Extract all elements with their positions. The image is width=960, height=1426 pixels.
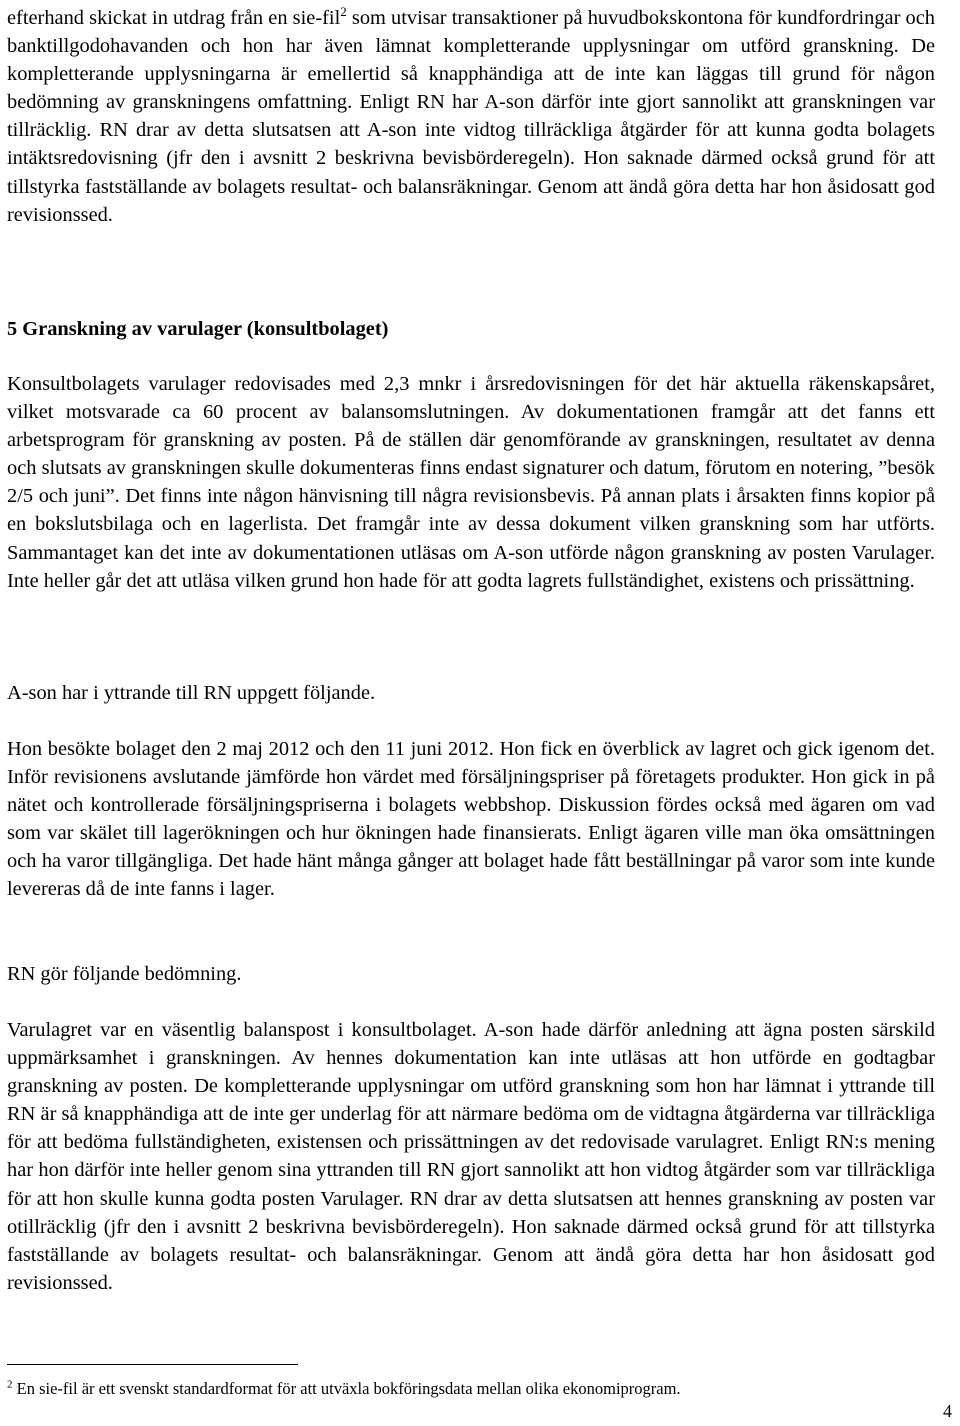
footnote-reference: 2 [340,4,347,20]
paragraph-assessment-intro: RN gör följande bedömning. [7,963,242,985]
intro-paragraph [7,4,935,229]
section-heading: 5 Granskning av varulager (konsultbolaget) [7,318,389,340]
footnote-divider [7,1364,298,1365]
paragraph-assessment: Varulagret var en väsentlig balanspost i konsultbolaget. A-son hade därför anledning att ägna posten särskild uppmärksamhet i granskningen. Av hennes dokumentation kan inte utläsas att hon utförde en godtagbar granskning av posten. De kompletterande upplysningar om utförd granskning som hon har lämnat i yttrande till RN är så knapphändiga att de inte ger underlag för att närmare bedöma om de vidtagna åtgärderna var tillräckliga för att bedöma fullständigheten, existensen och prissättningen av det redovisade varulagret. Enligt RN:s mening har hon därför inte heller genom sina yttranden till RN gjort sannolikt att hon vidtog åtgärder som var tillräckliga för att hon skulle kunna godta posten Varulager. RN drar av detta slutsatsen att hennes granskning av posten var otillräcklig (jfr den i avsnitt 2 beskrivna bevisbörderegeln). Hon saknade därmed också grund för att tillstyrka fastställande av bolagets resultat- och balansräkningar. Genom att ändå göra detta har hon åsidosatt god revisionssed. [7,1019,935,1294]
footnote-marker: 2 [7,1378,13,1391]
footnote [7,1378,935,1400]
paragraph-statement-intro: A-son har i yttrande till RN uppgett följande. [7,682,376,704]
paragraph-statement: Hon besökte bolaget den 2 maj 2012 och den 11 juni 2012. Hon fick en överblick av lagret och gick igenom det. Inför revisionens avslutande jämförde hon värdet med försäljningspriser på företagets produkter. Hon gick in på nätet och kontrollerade försäljningspriserna i bolagets webbshop. Diskussion fördes också med ägaren om vad som var skälet till lagerökningen och hur ökningen hade finansierats. Enligt ägaren ville man öka omsättningen och ha varor tillgängliga. Det hade hänt många gånger att bolaget hade fått beställningar på varor som inte kunde levereras då de inte fanns i lager. [7,738,935,901]
paragraph-inventory-documentation: Konsultbolagets varulager redovisades med 2,3 mnkr i årsredovisningen för det här aktuella räkenskapsåret, vilket motsvarade ca 60 procent av balansomslutningen. Av dokumentationen framgår att det fanns ett arbetsprogram för granskning av posten. På de ställen där genomförande av granskningen, resultatet av denna och slutsats av granskningen skulle dokumenteras finns endast signaturer och datum, förutom en notering, ”besök 2/5 och juni”. Det finns inte någon hänvisning till några revisionsbevis. På annan plats i årsakten finns kopior på en bokslutsbilaga och en lagerlista. Det framgår inte av dessa dokument vilken granskning som har utförts. Sammantaget kan det inte av dokumentationen utläsas om A-son utförde någon granskning av posten Varulager. Inte heller går det att utläsa vilken grund hon hade för att godta lagrets fullständighet, existens och prissättning. [7,373,935,592]
intro-text-part2: som utvisar transaktioner på huvudbokskontona för kundfordringar och banktillgodohavanden och hon har även lämnat kompletterande upplysningar om utförd granskning. De kompletterande upplysningarna är emellertid så knapphändiga att de inte kan läggas till grund för någon bedömning av granskningens omfattning. Enligt RN har A-son därför inte gjort sannolikt att granskningen var tillräcklig. RN drar av detta slutsatsen att A-son inte vidtog tillräckliga åtgärder för att kunna godta bolagets intäktsredovisning (jfr den i avsnitt 2 beskrivna bevisbörderegeln). Hon saknade därmed också grund för att tillstyrka fastställande av bolagets resultat- och balansräkningar. Genom att ändå göra detta har hon åsidosatt god revisionssed. [7,7,935,226]
page-number: 4 [943,1401,952,1421]
footnote-text: En sie-fil är ett svenskt standardformat för att utväxla bokföringsdata mellan olika ekonomiprogram. [12,1379,681,1398]
intro-text-part1: efterhand skickat in utdrag från en sie-fil [7,7,341,29]
